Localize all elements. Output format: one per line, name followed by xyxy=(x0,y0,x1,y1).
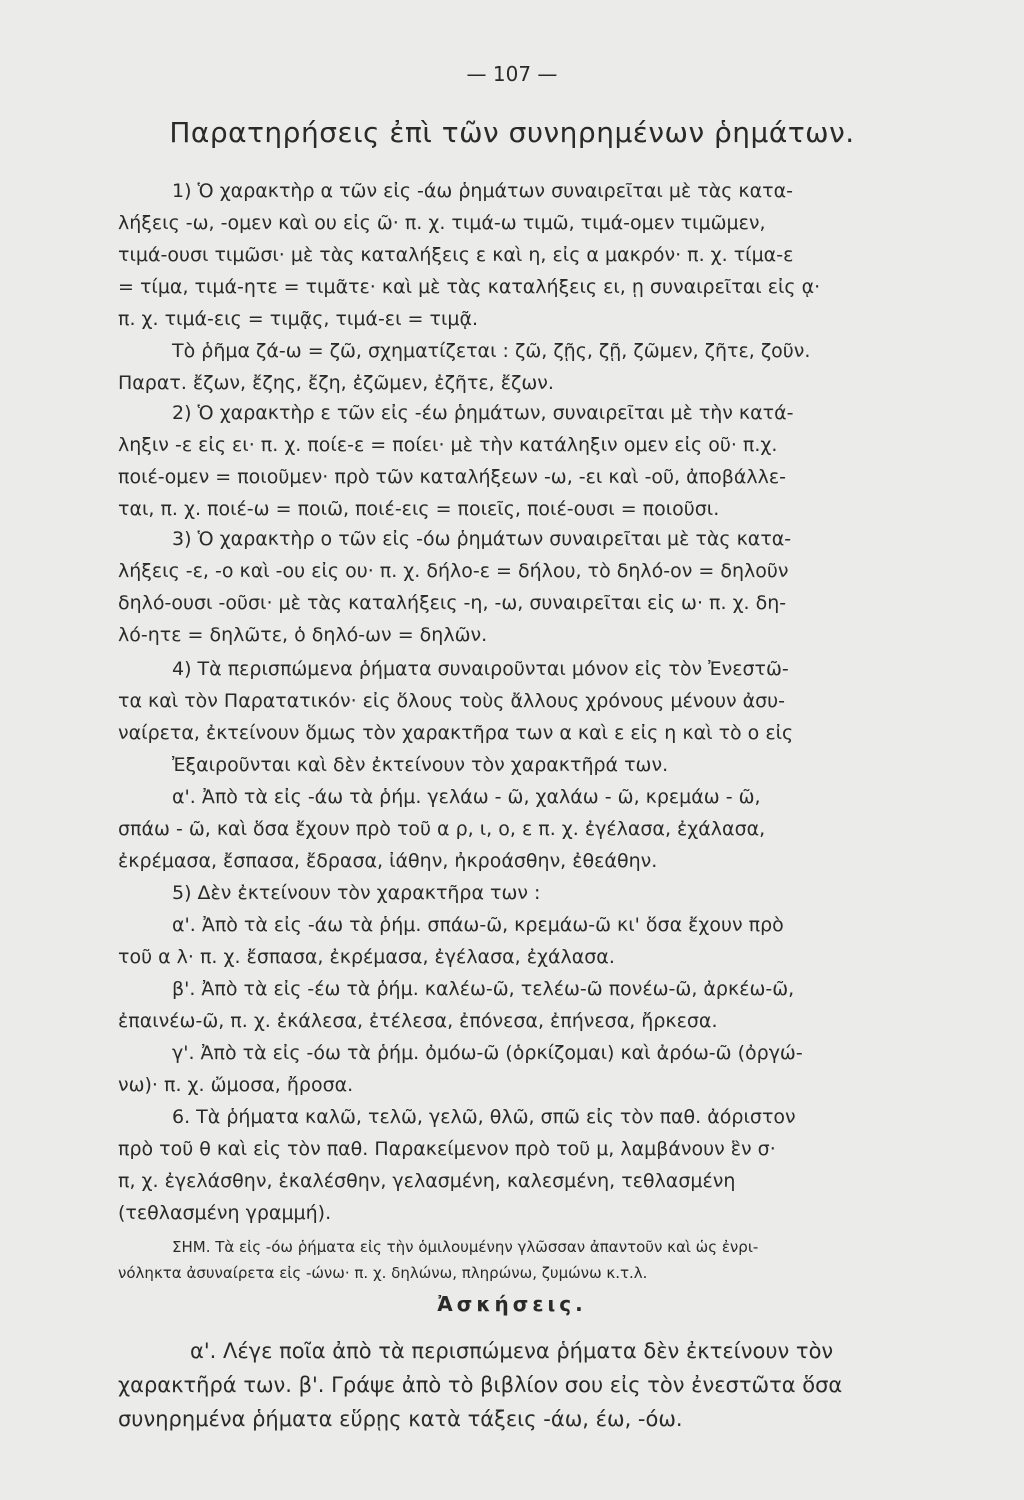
text-line: ναίρετα, ἐκτείνουν ὅμως τὸν χαρακτῆρα των α καὶ ε εἰς η καὶ τὸ ο εἰς xyxy=(118,722,794,744)
text-line: σπάω - ῶ, καὶ ὅσα ἔχουν πρὸ τοῦ α ρ, ι, ο, ε π. χ. ἐγέλασα, ἐχάλασα, xyxy=(118,818,766,840)
text-line: 3) Ὁ χαρακτὴρ ο τῶν εἰς -όω ῥημάτων συναιρεῖται μὲ τὰς κατα- xyxy=(172,528,792,550)
text-line: 5) Δὲν ἐκτείνουν τὸν χαρακτῆρα των : xyxy=(172,882,541,904)
text-line: λήξεις -ω, -ομεν καὶ ου εἰς ῶ· π. χ. τιμά-ω τιμῶ, τιμά-ομεν τιμῶμεν, xyxy=(118,212,766,234)
text-line: ται, π. χ. ποιέ-ω = ποιῶ, ποιέ-εις = ποιεῖς, ποιέ-ουσι = ποιοῦσι. xyxy=(118,498,720,520)
text-line: ληξιν -ε εἰς ει· π. χ. ποίε-ε = ποίει· μὲ τὴν κατάληξιν ομεν εἰς οῦ· π.χ. xyxy=(118,434,778,456)
text-line: δηλό-ουσι -οῦσι· μὲ τὰς καταλήξεις -η, -ω, συναιρεῖται εἰς ω· π. χ. δη- xyxy=(118,592,787,614)
text-line: Τὸ ῥῆμα ζά-ω = ζῶ, σχηματίζεται : ζῶ, ζῇς, ζῇ, ζῶμεν, ζῆτε, ζοῦν. xyxy=(172,340,811,362)
text-line: τοῦ α λ· π. χ. ἔσπασα, ἐκρέμασα, ἐγέλασα, ἐχάλασα. xyxy=(118,946,615,968)
text-line: α'. Ἀπὸ τὰ εἰς -άω τὰ ῥήμ. γελάω - ῶ, χαλάω - ῶ, κρεμάω - ῶ, xyxy=(172,786,761,808)
text-line: 6. Τὰ ῥήματα καλῶ, τελῶ, γελῶ, θλῶ, σπῶ εἰς τὸν παθ. ἀόριστον xyxy=(172,1106,796,1128)
text-line: α'. Ἀπὸ τὰ εἰς -άω τὰ ῥήμ. σπάω-ῶ, κρεμάω-ῶ κι' ὅσα ἔχουν πρὸ xyxy=(172,914,784,936)
text-line: ἐπαινέω-ῶ, π. χ. ἐκάλεσα, ἐτέλεσα, ἐπόνεσα, ἐπήνεσα, ἤρκεσα. xyxy=(118,1010,718,1032)
text-line: πρὸ τοῦ θ καὶ εἰς τὸν παθ. Παρακείμενον πρὸ τοῦ μ, λαμβάνουν ἓν σ· xyxy=(118,1138,776,1160)
exercises-heading: Ἀσκήσεις. xyxy=(437,1292,587,1316)
text-line: π. χ. τιμά-εις = τιμᾷς, τιμά-ει = τιμᾷ. xyxy=(118,308,479,330)
note-line: ΣΗΜ. Τὰ εἰς -όω ῥήματα εἰς τὴν ὁμιλουμένην γλῶσσαν ἀπαντοῦν καὶ ὡς ἐνρι- xyxy=(172,1238,759,1256)
exercise-line: συνηρημένα ῥήματα εὕρῃς κατὰ τάξεις -άω, έω, -όω. xyxy=(118,1407,683,1431)
text-line: τιμά-ουσι τιμῶσι· μὲ τὰς καταλήξεις ε καὶ η, εἰς α μακρόν· π. χ. τίμα-ε xyxy=(118,244,794,266)
page-number: — 107 — xyxy=(466,62,558,86)
text-line: Ἐξαιροῦνται καὶ δὲν ἐκτείνουν τὸν χαρακτῆρά των. xyxy=(172,754,669,776)
exercise-line: χαρακτῆρά των. β'. Γράψε ἀπὸ τὸ βιβλίον σου εἰς τὸν ἐνεστῶτα ὅσα xyxy=(118,1373,843,1397)
text-line: γ'. Ἀπὸ τὰ εἰς -όω τὰ ῥήμ. ὀμόω-ῶ (ὁρκίζομαι) καὶ ἀρόω-ῶ (ὀργώ- xyxy=(172,1042,803,1064)
text-line: β'. Ἀπὸ τὰ εἰς -έω τὰ ῥήμ. καλέω-ῶ, τελέω-ῶ πονέω-ῶ, ἀρκέω-ῶ, xyxy=(172,978,795,1000)
text-line: Παρατ. ἔζων, ἔζης, ἔζη, ἐζῶμεν, ἐζῆτε, ἔζων. xyxy=(118,372,554,394)
text-line: π, χ. ἐγελάσθην, ἐκαλέσθην, γελασμένη, καλεσμένη, τεθλασμένη xyxy=(118,1170,736,1192)
note-line: νόληκτα ἀσυναίρετα εἰς -ώνω· π. χ. δηλώνω, πληρώνω, ζυμώνω κ.τ.λ. xyxy=(118,1264,648,1282)
text-line: ποιέ-ομεν = ποιοῦμεν· πρὸ τῶν καταλήξεων -ω, -ει καὶ -οῦ, ἀποβάλλε- xyxy=(118,466,786,488)
text-line: 2) Ὁ χαρακτὴρ ε τῶν εἰς -έω ῥημάτων, συναιρεῖται μὲ τὴν κατά- xyxy=(172,402,794,424)
text-line: (τεθλασμένη γραμμή). xyxy=(118,1202,332,1224)
text-line: τα καὶ τὸν Παρατατικόν· εἰς ὅλους τοὺς ἄλλους χρόνους μένουν ἀσυ- xyxy=(118,690,786,712)
text-line: λό-ητε = δηλῶτε, ὁ δηλό-ων = δηλῶν. xyxy=(118,624,488,646)
text-line: 4) Τὰ περισπώμενα ῥήματα συναιροῦνται μόνον εἰς τὸν Ἐνεστῶ- xyxy=(172,658,789,680)
text-line: νω)· π. χ. ὤμοσα, ἤροσα. xyxy=(118,1074,354,1096)
text-line: λήξεις -ε, -ο καὶ -ου εἰς ου· π. χ. δήλο-ε = δήλου, τὸ δηλό-ον = δηλοῦν xyxy=(118,560,789,582)
text-line: = τίμα, τιμά-ητε = τιμᾶτε· καὶ μὲ τὰς καταλήξεις ει, ῃ συναιρεῖται εἰς ᾳ· xyxy=(118,276,821,298)
exercise-line: α'. Λέγε ποῖα ἀπὸ τὰ περισπώμενα ῥήματα δὲν ἐκτείνουν τὸν xyxy=(190,1339,834,1363)
text-line: 1) Ὁ χαρακτὴρ α τῶν εἰς -άω ῥημάτων συναιρεῖται μὲ τὰς κατα- xyxy=(172,180,793,202)
page-title: Παρατηρήσεις ἐπὶ τῶν συνηρημένων ῥημάτων. xyxy=(169,116,855,149)
text-line: ἐκρέμασα, ἔσπασα, ἔδρασα, ἰάθην, ἠκροάσθην, ἐθεάθην. xyxy=(118,850,658,872)
